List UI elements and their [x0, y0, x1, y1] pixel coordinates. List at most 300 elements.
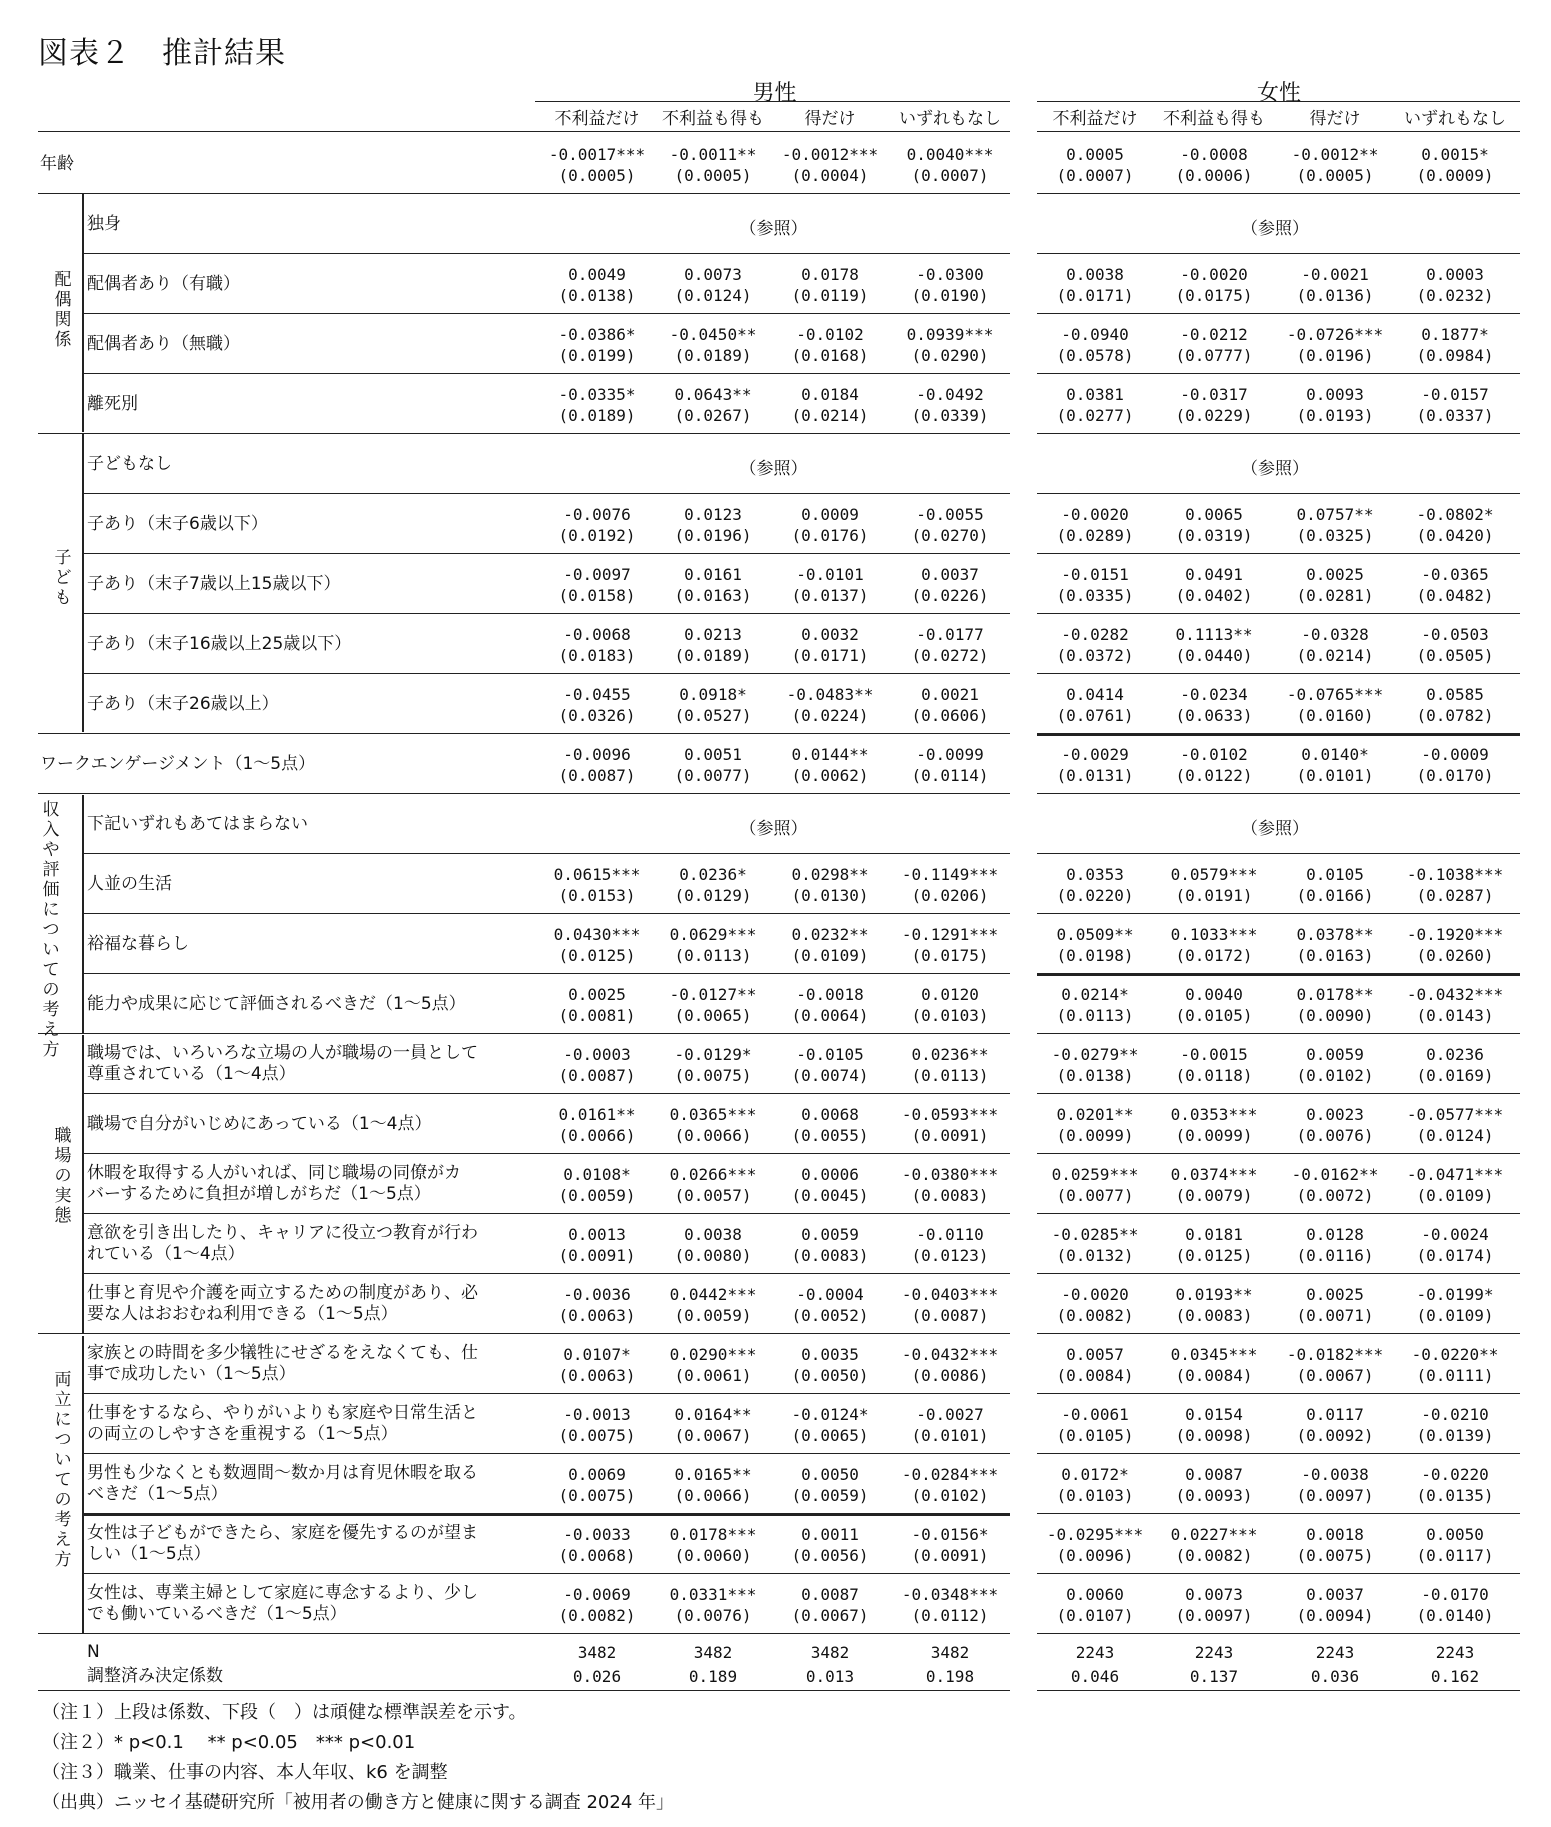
coef-cell	[535, 324, 659, 366]
coefficient: -0.0012**	[1291, 145, 1379, 164]
table-rule	[1037, 1690, 1520, 1691]
coefficient: 0.1113**	[1175, 625, 1253, 644]
coefficient: 0.0232**	[791, 925, 869, 944]
coef-cell	[1152, 384, 1276, 426]
coefficient: -0.0061	[1061, 1405, 1129, 1424]
coefficient: 0.0093	[1306, 385, 1364, 404]
coefficient: 0.0353***	[1170, 1105, 1258, 1124]
standard-error: (0.0170)	[1416, 766, 1494, 785]
coef-cell	[1393, 1164, 1517, 1206]
coef-cell	[651, 264, 775, 306]
coefficient: -0.0157	[1421, 385, 1489, 404]
standard-error: (0.0138)	[1056, 1066, 1134, 1085]
standard-error: (0.0122)	[1175, 766, 1253, 785]
coef-cell	[651, 924, 775, 966]
coefficient: 0.0123	[684, 505, 742, 524]
column-header: 得だけ	[804, 109, 856, 129]
standard-error: (0.0084)	[1175, 1366, 1253, 1385]
coefficient: 0.0236	[1426, 1045, 1484, 1064]
standard-error: (0.0169)	[1416, 1066, 1494, 1085]
footnote: （注２）* p<0.1 ** p<0.05 *** p<0.01	[42, 1732, 416, 1753]
coefficient: 0.0051	[684, 745, 742, 764]
stat-value: 0.189	[688, 1667, 738, 1686]
standard-error: (0.0057)	[674, 1186, 752, 1205]
coefficient: 0.0040	[1185, 985, 1243, 1004]
coefficient: -0.0008	[1180, 145, 1248, 164]
group-label-income: 収入や評価についての考え方	[42, 800, 60, 1060]
standard-error: (0.0083)	[911, 1186, 989, 1205]
table-rule	[1037, 913, 1520, 914]
coef-cell	[1152, 1584, 1276, 1626]
standard-error: (0.0171)	[791, 646, 869, 665]
standard-error: (0.0138)	[558, 286, 636, 305]
coefficient: -0.0365	[1421, 565, 1489, 584]
coef-cell	[888, 1344, 1012, 1386]
coefficient: -0.0432***	[901, 1345, 999, 1364]
coef-cell	[768, 144, 892, 186]
coef-cell	[1393, 324, 1517, 366]
coef-cell	[1393, 744, 1517, 786]
coef-cell	[888, 144, 1012, 186]
coefficient: 0.0939***	[906, 325, 994, 344]
standard-error: (0.0190)	[911, 286, 989, 305]
standard-error: (0.0132)	[1056, 1246, 1134, 1265]
coef-cell	[768, 1524, 892, 1566]
coef-cell	[1152, 744, 1276, 786]
coefficient: 0.0579***	[1170, 865, 1258, 884]
coef-cell	[1033, 144, 1157, 186]
row-label: 人並の生活	[87, 873, 172, 894]
reference-marker: （参照）	[739, 219, 808, 239]
coef-cell	[768, 984, 892, 1026]
coef-cell	[1393, 1524, 1517, 1566]
standard-error: (0.0984)	[1416, 346, 1494, 365]
row-label: 裕福な暮らし	[87, 933, 189, 954]
table-rule	[1037, 1033, 1520, 1034]
stat-label: 調整済み決定係数	[87, 1665, 223, 1686]
standard-error: (0.0118)	[1175, 1066, 1253, 1085]
standard-error: (0.0007)	[1056, 166, 1134, 185]
coefficient: 0.0040***	[906, 145, 994, 164]
coef-cell	[1393, 1044, 1517, 1086]
coef-cell	[768, 1464, 892, 1506]
standard-error: (0.0087)	[911, 1306, 989, 1325]
standard-error: (0.0160)	[1296, 706, 1374, 725]
reference-marker: （参照）	[739, 459, 808, 479]
coefficient: 0.0120	[921, 985, 979, 1004]
table-rule	[1037, 793, 1520, 794]
table-rule	[1037, 1453, 1520, 1454]
standard-error: (0.0171)	[1056, 286, 1134, 305]
coef-cell	[1033, 1404, 1157, 1446]
coef-cell	[1393, 924, 1517, 966]
coef-cell	[1152, 924, 1276, 966]
coefficient: 0.0021	[921, 685, 979, 704]
table-rule	[1037, 493, 1520, 494]
standard-error: (0.0206)	[911, 886, 989, 905]
standard-error: (0.0123)	[911, 1246, 989, 1265]
coef-cell	[1152, 564, 1276, 606]
standard-error: (0.0097)	[1175, 1606, 1253, 1625]
coef-cell	[1393, 864, 1517, 906]
coefficient: 0.0117	[1306, 1405, 1364, 1424]
coef-cell	[1393, 1464, 1517, 1506]
standard-error: (0.0482)	[1416, 586, 1494, 605]
row-label: 女性は、専業主婦として家庭に専念するより、少し でも働いているべきだ（1～5点）	[87, 1583, 478, 1624]
coefficient: 0.0165**	[674, 1465, 752, 1484]
coef-cell	[768, 504, 892, 546]
coefficient: -0.0076	[563, 505, 631, 524]
standard-error: (0.0402)	[1175, 586, 1253, 605]
coefficient: 0.0011	[801, 1525, 859, 1544]
standard-error: (0.0136)	[1296, 286, 1374, 305]
coefficient: 0.0050	[1426, 1525, 1484, 1544]
coef-cell	[888, 1584, 1012, 1626]
standard-error: (0.0075)	[558, 1426, 636, 1445]
coefficient: -0.0492	[916, 385, 984, 404]
group-label-marital: 配偶関係	[54, 270, 72, 350]
coefficient: 0.0035	[801, 1345, 859, 1364]
standard-error: (0.0050)	[791, 1366, 869, 1385]
group-bracket-line	[82, 1035, 84, 1333]
standard-error: (0.0091)	[911, 1546, 989, 1565]
standard-error: (0.0325)	[1296, 526, 1374, 545]
standard-error: (0.0578)	[1056, 346, 1134, 365]
standard-error: (0.0224)	[791, 706, 869, 725]
coefficient: -0.0018	[796, 985, 864, 1004]
coefficient: -0.0284***	[901, 1465, 999, 1484]
page-title: 図表２ 推計結果	[38, 36, 286, 71]
standard-error: (0.0114)	[911, 766, 989, 785]
standard-error: (0.0135)	[1416, 1486, 1494, 1505]
group-label-balance: 両立についての考え方	[54, 1370, 72, 1570]
coefficient: 0.0009	[801, 505, 859, 524]
coefficient: 0.0154	[1185, 1405, 1243, 1424]
coef-cell	[1152, 1044, 1276, 1086]
coef-cell	[888, 864, 1012, 906]
coefficient: -0.0328	[1301, 625, 1369, 644]
coef-cell	[1033, 1164, 1157, 1206]
coefficient: 0.0918*	[679, 685, 747, 704]
coefficient: -0.0151	[1061, 565, 1129, 584]
coefficient: 0.0331***	[669, 1585, 757, 1604]
row-label: 子あり（末子6歳以下）	[87, 513, 268, 534]
coef-cell	[651, 384, 775, 426]
coefficient: 0.0069	[568, 1465, 626, 1484]
coef-cell	[1273, 864, 1397, 906]
coef-cell	[768, 384, 892, 426]
standard-error: (0.0075)	[674, 1066, 752, 1085]
coefficient: -0.0282	[1061, 625, 1129, 644]
coef-cell	[1393, 1584, 1517, 1626]
coef-cell	[1033, 504, 1157, 546]
coef-cell	[888, 1044, 1012, 1086]
standard-error: (0.0099)	[1175, 1126, 1253, 1145]
standard-error: (0.0059)	[674, 1306, 752, 1325]
coef-cell	[1033, 1044, 1157, 1086]
table-rule	[1037, 433, 1520, 434]
coefficient: 0.0181	[1185, 1225, 1243, 1244]
table-rule	[1037, 613, 1520, 614]
coefficient: 0.0178	[801, 265, 859, 284]
coefficient: -0.0279**	[1051, 1045, 1139, 1064]
coef-cell	[888, 624, 1012, 666]
standard-error: (0.0505)	[1416, 646, 1494, 665]
coef-cell	[1393, 1224, 1517, 1266]
coefficient: -0.0004	[796, 1285, 864, 1304]
standard-error: (0.0166)	[1296, 886, 1374, 905]
coefficient: 0.0365***	[669, 1105, 757, 1124]
coef-cell	[1152, 1104, 1276, 1146]
standard-error: (0.0440)	[1175, 646, 1253, 665]
standard-error: (0.0055)	[791, 1126, 869, 1145]
stat-value: 0.137	[1189, 1667, 1239, 1686]
coefficient: -0.0300	[916, 265, 984, 284]
standard-error: (0.0083)	[791, 1246, 869, 1265]
coefficient: -0.0003	[563, 1045, 631, 1064]
coefficient: 0.0049	[568, 265, 626, 284]
standard-error: (0.0103)	[1056, 1486, 1134, 1505]
coefficient: 0.0059	[801, 1225, 859, 1244]
standard-error: (0.0137)	[791, 586, 869, 605]
coef-cell	[888, 384, 1012, 426]
coefficient: 0.0018	[1306, 1525, 1364, 1544]
standard-error: (0.0005)	[674, 166, 752, 185]
coefficient: -0.0220	[1421, 1465, 1489, 1484]
coefficient: -0.0199*	[1416, 1285, 1494, 1304]
standard-error: (0.0337)	[1416, 406, 1494, 425]
coef-cell	[1152, 504, 1276, 546]
standard-error: (0.0091)	[558, 1246, 636, 1265]
coefficient: 0.0059	[1306, 1045, 1364, 1064]
standard-error: (0.0109)	[1416, 1306, 1494, 1325]
coefficient: 0.0038	[684, 1225, 742, 1244]
standard-error: (0.0074)	[791, 1066, 869, 1085]
coef-cell	[535, 864, 659, 906]
row-label: ワークエンゲージメント（1～5点）	[40, 753, 316, 774]
standard-error: (0.0086)	[911, 1366, 989, 1385]
standard-error: (0.0158)	[558, 586, 636, 605]
table-rule	[1037, 553, 1520, 554]
coefficient: 0.0073	[684, 265, 742, 284]
row-label: 配偶者あり（無職）	[87, 333, 240, 354]
standard-error: (0.0175)	[1175, 286, 1253, 305]
coefficient: 0.0037	[1306, 1585, 1364, 1604]
coef-cell	[768, 744, 892, 786]
coef-cell	[1273, 1284, 1397, 1326]
standard-error: (0.0107)	[1056, 1606, 1134, 1625]
coef-cell	[1033, 1584, 1157, 1626]
standard-error: (0.0059)	[791, 1486, 869, 1505]
coef-cell	[888, 1104, 1012, 1146]
standard-error: (0.0113)	[1056, 1006, 1134, 1025]
coefficient: -0.0099	[916, 745, 984, 764]
row-label: 仕事と育児や介護を両立するための制度があり、必 要な人はおおむね利用できる（1～5点）	[87, 1283, 478, 1324]
coefficient: 0.0298**	[791, 865, 869, 884]
coefficient: 0.0025	[1306, 565, 1364, 584]
coef-cell	[651, 864, 775, 906]
coef-cell	[1393, 624, 1517, 666]
stat-label: N	[87, 1641, 100, 1662]
standard-error: (0.0093)	[1175, 1486, 1253, 1505]
stat-value: 0.046	[1070, 1667, 1120, 1686]
standard-error: (0.0091)	[911, 1126, 989, 1145]
table-rule	[1037, 1393, 1520, 1394]
coef-cell	[535, 1164, 659, 1206]
standard-error: (0.0172)	[1175, 946, 1253, 965]
coefficient: 0.0065	[1185, 505, 1243, 524]
coef-cell	[768, 1344, 892, 1386]
coefficient: -0.0455	[563, 685, 631, 704]
coefficient: 0.0345***	[1170, 1345, 1258, 1364]
coef-cell	[651, 1164, 775, 1206]
coefficient: -0.0348***	[901, 1585, 999, 1604]
coefficient: 0.0236*	[679, 865, 747, 884]
coefficient: 0.0178***	[669, 1525, 757, 1544]
coef-cell	[1152, 624, 1276, 666]
stat-value: 0.013	[805, 1667, 855, 1686]
coefficient: 0.0757**	[1296, 505, 1374, 524]
standard-error: (0.0076)	[1296, 1126, 1374, 1145]
standard-error: (0.0065)	[791, 1426, 869, 1445]
standard-error: (0.0066)	[674, 1486, 752, 1505]
coefficient: 0.0108*	[563, 1165, 631, 1184]
coefficient: -0.0020	[1061, 505, 1129, 524]
table-rule	[535, 101, 1010, 102]
coef-cell	[768, 624, 892, 666]
coefficient: 0.0006	[801, 1165, 859, 1184]
coef-cell	[768, 1584, 892, 1626]
group-bracket-line	[82, 194, 84, 432]
coef-cell	[535, 1224, 659, 1266]
coef-cell	[1273, 1344, 1397, 1386]
coefficient: 0.0015*	[1421, 145, 1489, 164]
coefficient: 0.0615***	[553, 865, 641, 884]
standard-error: (0.0067)	[1296, 1366, 1374, 1385]
coefficient: 0.0161**	[558, 1105, 636, 1124]
coefficient: 0.0023	[1306, 1105, 1364, 1124]
coefficient: 0.0060	[1066, 1585, 1124, 1604]
coefficient: -0.0105	[796, 1045, 864, 1064]
coefficient: 0.0430***	[553, 925, 641, 944]
standard-error: (0.0072)	[1296, 1186, 1374, 1205]
coefficient: 0.0005	[1066, 145, 1124, 164]
coefficient: -0.0036	[563, 1285, 631, 1304]
coefficient: -0.1291***	[901, 925, 999, 944]
coef-cell	[1152, 1224, 1276, 1266]
coefficient: 0.0087	[1185, 1465, 1243, 1484]
coefficient: -0.0177	[916, 625, 984, 644]
coefficient: 0.0073	[1185, 1585, 1243, 1604]
coefficient: -0.0220**	[1411, 1345, 1499, 1364]
standard-error: (0.0220)	[1056, 886, 1134, 905]
row-label: 職場では、いろいろな立場の人が職場の一員として 尊重されている（1～4点）	[87, 1043, 478, 1084]
group-header-female: 女性	[1256, 81, 1301, 106]
coef-cell	[1152, 144, 1276, 186]
table-rule	[1037, 1333, 1520, 1334]
coef-cell	[1033, 864, 1157, 906]
standard-error: (0.0191)	[1175, 886, 1253, 905]
stat-value: 3482	[810, 1643, 850, 1662]
coefficient: -0.0386*	[558, 325, 636, 344]
standard-error: (0.0063)	[558, 1366, 636, 1385]
row-label: 子あり（末子26歳以上）	[87, 693, 279, 714]
coef-cell	[768, 924, 892, 966]
reference-marker: （参照）	[1241, 219, 1309, 239]
standard-error: (0.0101)	[1296, 766, 1374, 785]
coef-cell	[1152, 324, 1276, 366]
row-label: 職場で自分がいじめにあっている（1～4点）	[87, 1113, 432, 1134]
coef-cell	[535, 984, 659, 1026]
standard-error: (0.0092)	[1296, 1426, 1374, 1445]
column-header: 得だけ	[1309, 109, 1361, 129]
coefficient: 0.0509**	[1056, 925, 1134, 944]
coefficient: 0.0643**	[674, 385, 752, 404]
coefficient: -0.0020	[1061, 1285, 1129, 1304]
coefficient: 0.0178**	[1296, 985, 1374, 1004]
coef-cell	[888, 564, 1012, 606]
coef-cell	[1393, 984, 1517, 1026]
standard-error: (0.0080)	[674, 1246, 752, 1265]
coef-cell	[651, 564, 775, 606]
coefficient: -0.0013	[563, 1405, 631, 1424]
coef-cell	[651, 1524, 775, 1566]
coefficient: -0.0802*	[1416, 505, 1494, 524]
coefficient: 0.0629***	[669, 925, 757, 944]
standard-error: (0.0067)	[674, 1426, 752, 1445]
standard-error: (0.0119)	[791, 286, 869, 305]
coef-cell	[535, 1464, 659, 1506]
coefficient: -0.0020	[1180, 265, 1248, 284]
coef-cell	[535, 744, 659, 786]
coef-cell	[768, 1224, 892, 1266]
coefficient: -0.0101	[796, 565, 864, 584]
reference-marker: （参照）	[1241, 459, 1309, 479]
coefficient: 0.0025	[568, 985, 626, 1004]
stat-value: 2243	[1435, 1643, 1475, 1662]
standard-error: (0.0196)	[1296, 346, 1374, 365]
standard-error: (0.0087)	[558, 766, 636, 785]
coef-cell	[651, 144, 775, 186]
standard-error: (0.0289)	[1056, 526, 1134, 545]
coefficient: 0.0172*	[1061, 1465, 1129, 1484]
coef-cell	[1273, 624, 1397, 666]
row-label: 子あり（末子7歳以上15歳以下）	[87, 573, 341, 594]
coef-cell	[1273, 264, 1397, 306]
coefficient: -0.0029	[1061, 745, 1129, 764]
coef-cell	[535, 504, 659, 546]
coef-cell	[1033, 1284, 1157, 1326]
reference-marker: （参照）	[739, 819, 808, 839]
group-bracket-line	[82, 1336, 84, 1633]
coef-cell	[888, 504, 1012, 546]
standard-error: (0.0420)	[1416, 526, 1494, 545]
standard-error: (0.0064)	[791, 1006, 869, 1025]
coefficient: 0.0374***	[1170, 1165, 1258, 1184]
coef-cell	[1152, 1404, 1276, 1446]
coef-cell	[768, 864, 892, 906]
standard-error: (0.0066)	[558, 1126, 636, 1145]
group-label-children: 子ども	[54, 548, 72, 608]
standard-error: (0.0335)	[1056, 586, 1134, 605]
row-label: 子あり（末子16歳以上25歳以下）	[87, 633, 352, 654]
coef-cell	[651, 504, 775, 546]
column-header: 不利益だけ	[554, 109, 640, 129]
standard-error: (0.0094)	[1296, 1606, 1374, 1625]
coef-cell	[1033, 564, 1157, 606]
coefficient: 0.0214*	[1061, 985, 1129, 1004]
coef-cell	[768, 684, 892, 726]
